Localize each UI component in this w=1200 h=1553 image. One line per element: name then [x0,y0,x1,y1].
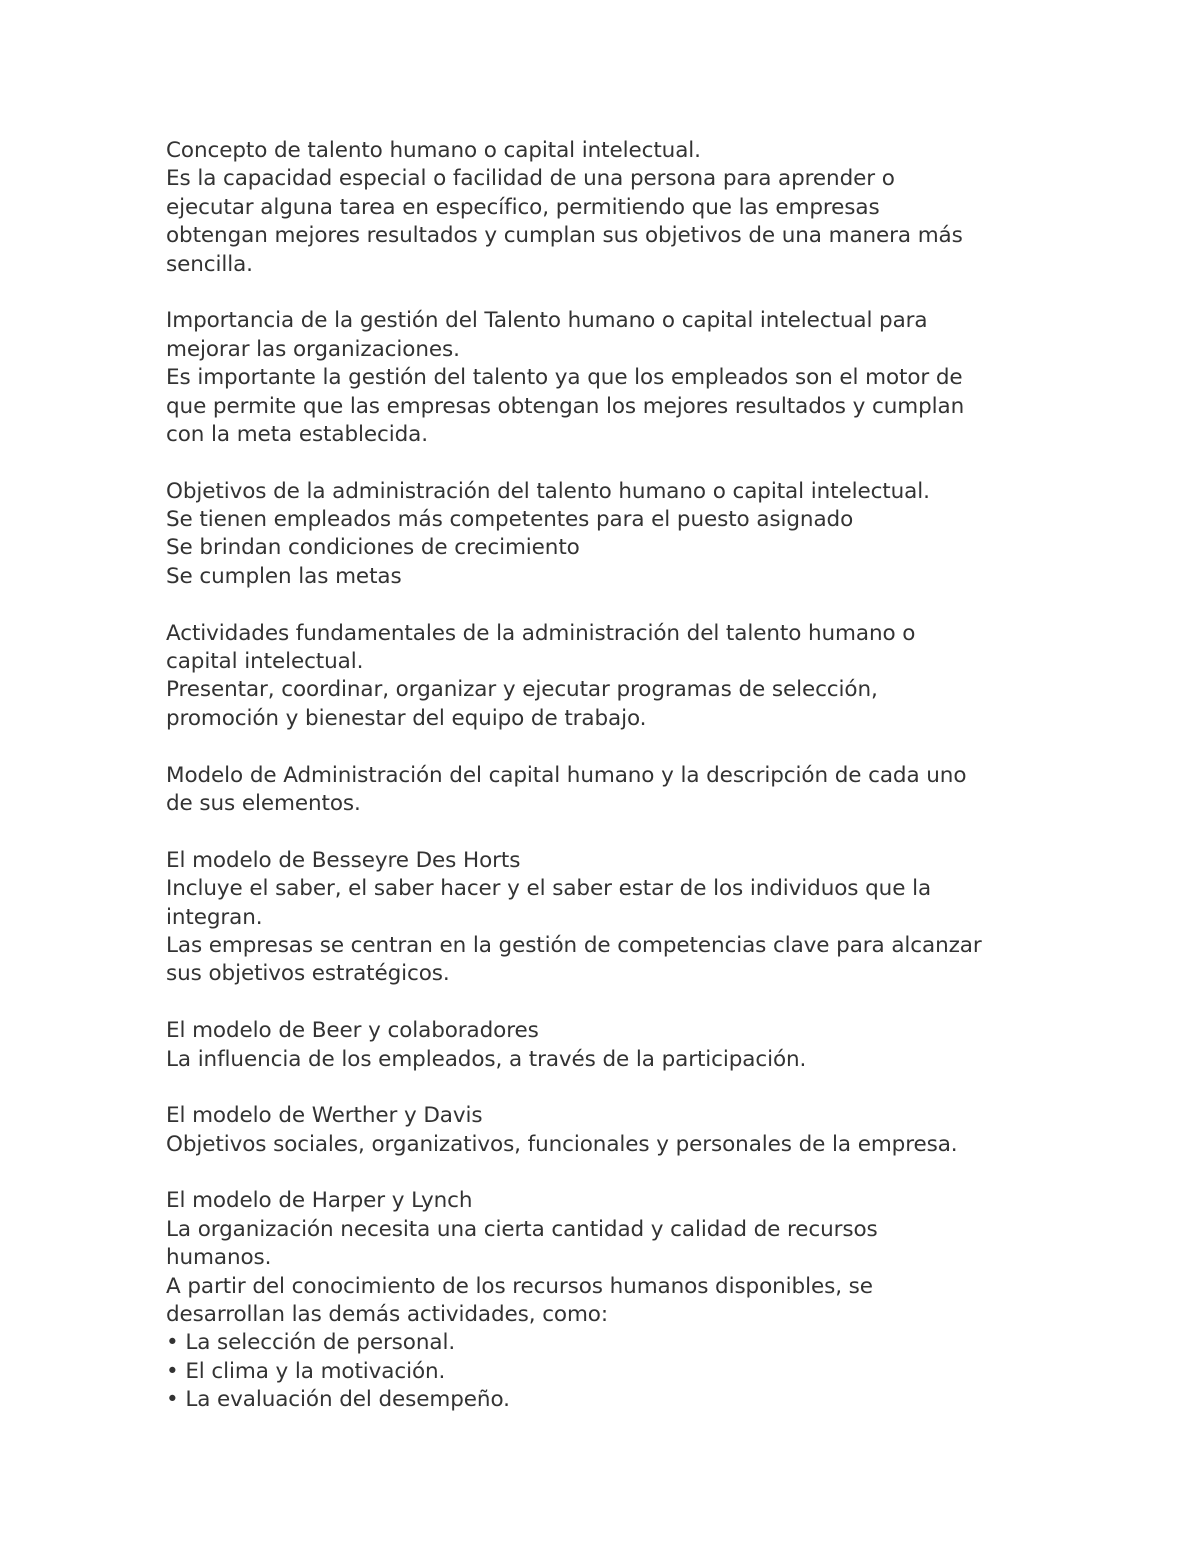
text-line: con la meta establecida. [166,421,428,447]
text-line: La influencia de los empleados, a través de la participación. [166,1046,807,1072]
text-line: A partir del conocimiento de los recursos humanos disponibles, se [166,1273,873,1299]
blank-line [166,818,1046,846]
document-body [166,137,1046,1415]
blank-line [166,1159,1046,1187]
text-line: que permite que las empresas obtengan los mejores resultados y cumplan [166,393,965,419]
text-line: Se brindan condiciones de crecimiento [166,535,580,561]
blank-line [166,733,1046,761]
text-line: La organización necesita una cierta cantidad y calidad de recursos [166,1216,878,1242]
section-title-modelo: Modelo de Administración del capital humano y la descripción de cada uno [166,762,967,788]
text-line: integran. [166,904,263,930]
blank-line [166,989,1046,1017]
blank-line [166,1074,1046,1102]
text-line: Las empresas se centran en la gestión de competencias clave para alcanzar [166,932,982,958]
text-line: sencilla. [166,251,253,277]
text-line: Presentar, coordinar, organizar y ejecutar programas de selección, [166,677,878,703]
bullet-item: • La selección de personal. [166,1330,456,1356]
text-line: Es importante la gestión del talento ya que los empleados son el motor de [166,365,963,391]
blank-line [166,449,1046,477]
section-title-importancia: Importancia de la gestión del Talento humano o capital intelectual para [166,308,928,334]
section-title-actividades: Actividades fundamentales de la administración del talento humano o [166,620,916,646]
text-line: desarrollan las demás actividades, como: [166,1302,609,1328]
blank-line [166,279,1046,307]
model-title-werther: El modelo de Werther y Davis [166,1103,483,1129]
text-line: mejorar las organizaciones. [166,336,460,362]
model-title-besseyre: El modelo de Besseyre Des Horts [166,847,521,873]
model-title-beer: El modelo de Beer y colaboradores [166,1018,539,1044]
text-line: Objetivos sociales, organizativos, funcionales y personales de la empresa. [166,1131,958,1157]
text-line: sus objetivos estratégicos. [166,961,450,987]
bullet-item: • La evaluación del desempeño. [166,1387,510,1413]
text-line: ejecutar alguna tarea en específico, permitiendo que las empresas [166,194,880,220]
blank-line [166,591,1046,619]
text-line: Incluye el saber, el saber hacer y el saber estar de los individuos que la [166,876,932,902]
text-line: capital intelectual. [166,649,364,675]
bullet-item: • El clima y la motivación. [166,1358,446,1384]
section-title-objetivos: Objetivos de la administración del talento humano o capital intelectual. [166,478,930,504]
model-title-harper: El modelo de Harper y Lynch [166,1188,473,1214]
section-title-concepto: Concepto de talento humano o capital intelectual. [166,138,701,163]
text-line: Es la capacidad especial o facilidad de una persona para aprender o [166,166,895,192]
text-line: humanos. [166,1245,272,1271]
text-line: Se cumplen las metas [166,563,402,589]
text-line: obtengan mejores resultados y cumplan sus objetivos de una manera más [166,223,963,249]
text-line: Se tienen empleados más competentes para el puesto asignado [166,507,854,533]
text-line: de sus elementos. [166,790,361,816]
text-line: promoción y bienestar del equipo de trabajo. [166,705,647,731]
